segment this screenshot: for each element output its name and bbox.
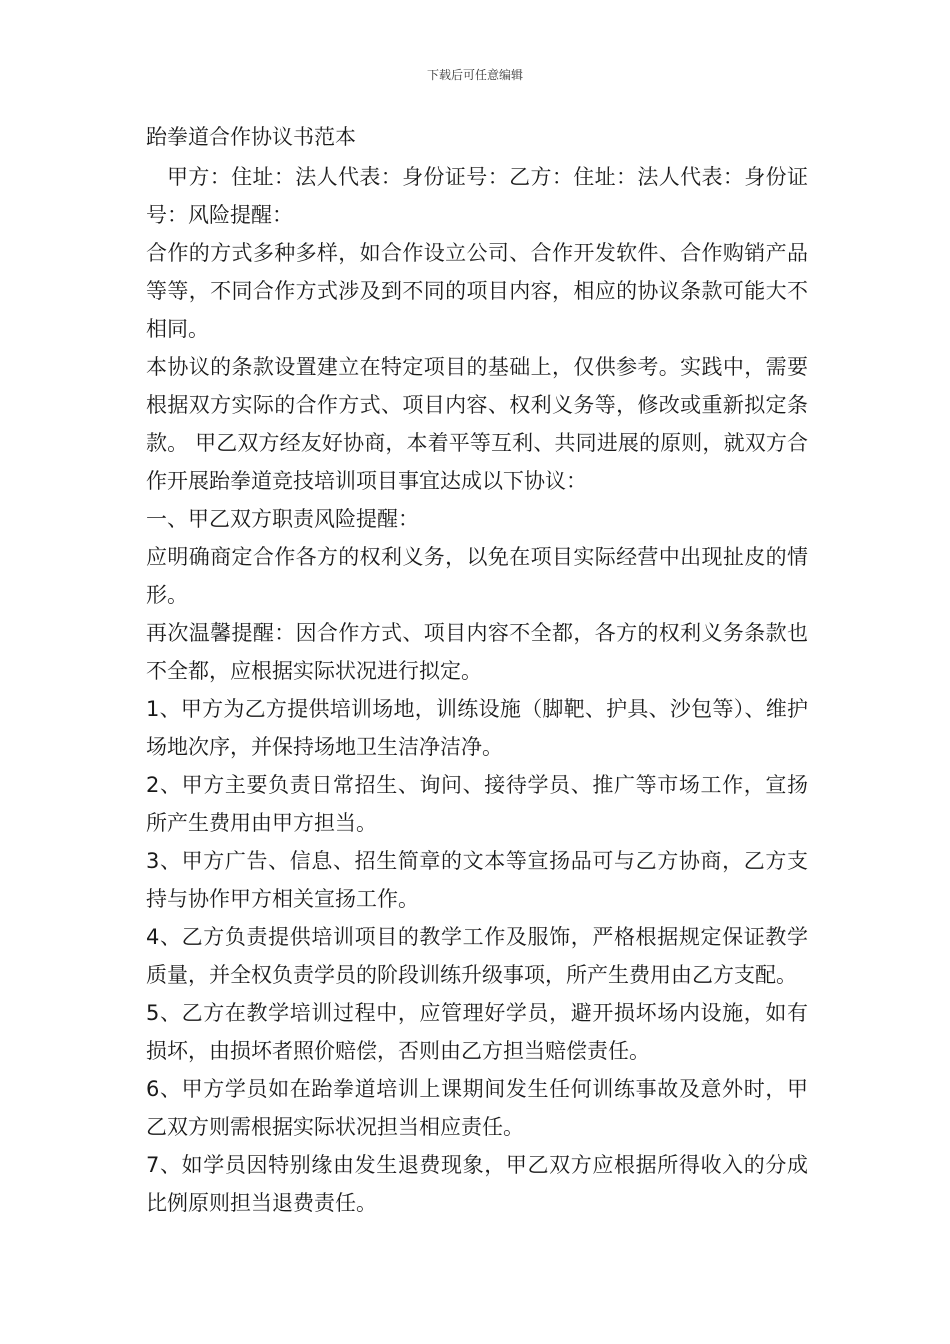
clause-4: 4、乙方负责提供培训项目的教学工作及服饰，严格根据规定保证教学质量，并全权负责学员的阶段训练升级事项，所产生费用由乙方支配。 <box>146 925 808 987</box>
clause-3: 3、甲方广告、信息、招生简章的文本等宣扬品可与乙方协商，乙方支持与协作甲方相关宣扬工作。 <box>146 849 808 911</box>
clause-7: 7、如学员因特别缘由发生退费现象，甲乙双方应根据所得收入的分成比例原则担当退费责任。 <box>146 1153 808 1215</box>
paragraph: 合作的方式多种多样，如合作设立公司、合作开发软件、合作购销产品等等，不同合作方式涉及到不同的项目内容，相应的协议条款可能大不相同。 <box>146 241 808 341</box>
parties-paragraph: 甲方：住址：法人代表：身份证号：乙方：住址：法人代表：身份证号：风险提醒： <box>146 165 808 227</box>
clause-1: 1、甲方为乙方提供培训场地，训练设施（脚靶、护具、沙包等）、维护场地次序，并保持场地卫生洁净洁净。 <box>146 697 808 759</box>
section-heading: 一、甲乙双方职责风险提醒： <box>146 507 419 531</box>
paragraph: 应明确商定合作各方的权利义务，以免在项目实际经营中出现扯皮的情形。 <box>146 545 808 607</box>
paragraph: 再次温馨提醒：因合作方式、项目内容不全都，各方的权利义务条款也不全都，应根据实际状况进行拟定。 <box>146 621 808 683</box>
paragraph: 本协议的条款设置建立在特定项目的基础上，仅供参考。实践中，需要根据双方实际的合作方式、项目内容、权利义务等，修改或重新拟定条款。 甲乙双方经友好协商，本着平等互利、共同进展的原则，就双方合作开展跆拳道竞技培训项目事宜达成以下协议： <box>146 355 808 493</box>
clause-5: 5、乙方在教学培训过程中，应管理好学员，避开损坏场内设施，如有损坏，由损坏者照价赔偿，否则由乙方担当赔偿责任。 <box>146 1001 808 1063</box>
document-title: 跆拳道合作协议书范本 <box>146 125 356 149</box>
clause-2: 2、甲方主要负责日常招生、询问、接待学员、推广等市场工作，宣扬所产生费用由甲方担当。 <box>146 773 808 835</box>
document-body <box>146 118 808 1222</box>
page-header-note: 下载后可任意编辑 <box>426 68 523 82</box>
clause-6: 6、甲方学员如在跆拳道培训上课期间发生任何训练事故及意外时，甲乙双方则需根据实际状况担当相应责任。 <box>146 1077 808 1139</box>
